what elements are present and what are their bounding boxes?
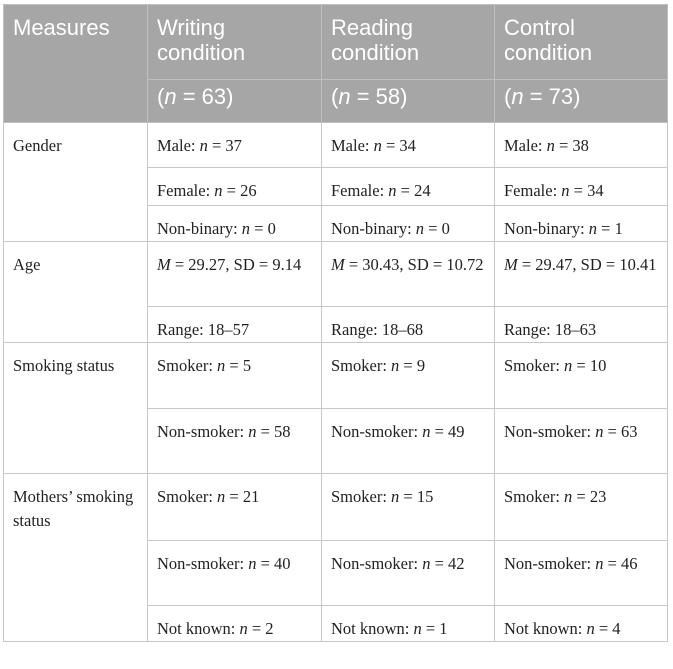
cell-text-value: = 0 (424, 219, 450, 238)
cell-text-value: = 29.47, SD = 10.41 (517, 255, 657, 274)
cell-variable: n (248, 554, 257, 573)
cell-text-value: = 49 (430, 422, 465, 441)
row-label: Age (4, 242, 148, 343)
header-reading-condition: Reading condition (322, 5, 495, 80)
row-label: Mothers’ smoking status (4, 474, 148, 642)
cell-text-value: = 1 (597, 219, 623, 238)
count-open: ( (157, 84, 165, 109)
cell-writing (148, 409, 322, 474)
cell-variable: n (595, 422, 604, 441)
count-open: ( (504, 84, 512, 109)
cell-writing (148, 123, 322, 168)
cell-text-value: = 40 (256, 554, 291, 573)
header-writing-condition: Writing condition (148, 5, 322, 80)
cell-reading (322, 409, 495, 474)
cell-control (495, 307, 668, 343)
count-value: = 58) (350, 84, 408, 109)
cell-text-prefix: Not known: (157, 619, 240, 638)
cell-text-prefix: Non-binary: (331, 219, 416, 238)
cell-variable: n (564, 487, 573, 506)
header-control-count (495, 80, 668, 123)
cell-control (495, 242, 668, 307)
cell-text-value: = 34 (381, 136, 416, 155)
cell-variable: M (157, 255, 171, 274)
cell-variable: n (199, 136, 208, 155)
cell-variable: n (586, 619, 595, 638)
table-row (4, 343, 668, 409)
cell-writing (148, 206, 322, 242)
cell-text-value: = 2 (247, 619, 274, 638)
cell-control (495, 168, 668, 206)
cell-text-prefix: Male: (157, 136, 200, 155)
cell-writing (148, 168, 322, 206)
cell-variable: n (391, 356, 400, 375)
cell-writing (148, 541, 322, 606)
cell-text-prefix: Smoker: (157, 356, 218, 375)
table-row (4, 123, 668, 168)
count-value: = 63) (176, 84, 234, 109)
cell-reading (322, 123, 495, 168)
cell-text-prefix: Non-binary: (157, 219, 242, 238)
cell-text-value: = 10 (572, 356, 607, 375)
cell-text-prefix: Non-smoker: (331, 554, 423, 573)
cell-text-prefix: Not known: (504, 619, 587, 638)
cell-variable: n (546, 136, 555, 155)
cell-text-prefix: Smoker: (157, 487, 218, 506)
cell-control (495, 541, 668, 606)
cell-reading (322, 307, 495, 343)
cell-text-value: = 23 (572, 487, 607, 506)
cell-text-prefix: Non-smoker: (331, 422, 423, 441)
header-writing-count (148, 80, 322, 123)
cell-text-value: = 58 (256, 422, 291, 441)
demographics-table (3, 4, 668, 642)
cell-variable: n (241, 219, 251, 238)
cell-text-prefix: Smoker: (331, 356, 392, 375)
cell-text-prefix: Smoker: (504, 356, 565, 375)
cell-variable: n (217, 356, 226, 375)
cell-variable: n (248, 422, 257, 441)
cell-variable: M (504, 255, 518, 274)
cell-text-prefix: Female: (504, 181, 562, 200)
cell-reading (322, 474, 495, 541)
cell-variable: n (595, 554, 604, 573)
cell-variable: n (422, 422, 431, 441)
cell-text-value: = 26 (222, 181, 257, 200)
cell-reading (322, 343, 495, 409)
cell-variable: n (214, 181, 223, 200)
cell-variable: n (388, 181, 397, 200)
cell-variable: n (239, 619, 248, 638)
cell-writing (148, 606, 322, 642)
cell-variable: n (588, 219, 598, 238)
cell-text-prefix: Female: (331, 181, 389, 200)
cell-text-prefix: Non-smoker: (504, 422, 596, 441)
count-open: ( (331, 84, 339, 109)
cell-variable: n (373, 136, 382, 155)
cell-text-value: = 34 (569, 181, 604, 200)
count-var: n (511, 84, 524, 109)
cell-text-value: = 5 (225, 356, 252, 375)
cell-text-prefix: Male: (331, 136, 374, 155)
cell-text-prefix: Non-binary: (504, 219, 589, 238)
cell-reading (322, 206, 495, 242)
cell-variable: M (331, 255, 345, 274)
cell-text-value: = 37 (207, 136, 242, 155)
cell-text-prefix: Range: 18–57 (157, 320, 250, 339)
cell-text-value: = 29.27, SD = 9.14 (170, 255, 302, 274)
cell-control (495, 206, 668, 242)
cell-text-prefix: Non-smoker: (157, 422, 249, 441)
cell-text-value: = 9 (399, 356, 426, 375)
cell-text-value: = 0 (250, 219, 276, 238)
cell-text-prefix: Non-smoker: (157, 554, 249, 573)
row-label: Smoking status (4, 343, 148, 474)
cell-reading (322, 541, 495, 606)
cell-control (495, 123, 668, 168)
cell-reading (322, 168, 495, 206)
cell-text-value: = 46 (603, 554, 638, 573)
cell-text-prefix: Smoker: (331, 487, 392, 506)
table-body (4, 123, 668, 642)
header-row (4, 5, 668, 80)
cell-text-value: = 21 (225, 487, 260, 506)
cell-control (495, 474, 668, 541)
cell-text-value: = 24 (396, 181, 431, 200)
header-reading-count (322, 80, 495, 123)
cell-text-value: = 42 (430, 554, 465, 573)
cell-variable: n (422, 554, 431, 573)
cell-variable: n (561, 181, 570, 200)
cell-variable: n (564, 356, 573, 375)
cell-control (495, 409, 668, 474)
cell-reading (322, 242, 495, 307)
count-value: = 73) (523, 84, 581, 109)
cell-text-value: = 4 (594, 619, 621, 638)
table-row (4, 474, 668, 541)
cell-variable: n (413, 619, 422, 638)
cell-variable: n (415, 219, 425, 238)
header-control-condition: Control condition (495, 5, 668, 80)
cell-reading (322, 606, 495, 642)
cell-text-prefix: Female: (157, 181, 215, 200)
count-var: n (338, 84, 351, 109)
header-measures: Measures (4, 5, 148, 123)
cell-text-value: = 63 (603, 422, 638, 441)
cell-writing (148, 343, 322, 409)
cell-writing (148, 242, 322, 307)
cell-text-value: = 38 (554, 136, 589, 155)
cell-text-value: = 15 (399, 487, 434, 506)
count-var: n (164, 84, 177, 109)
cell-variable: n (391, 487, 400, 506)
cell-text-prefix: Smoker: (504, 487, 565, 506)
cell-variable: n (217, 487, 226, 506)
table-header (4, 5, 668, 123)
cell-text-prefix: Non-smoker: (504, 554, 596, 573)
cell-text-prefix: Male: (504, 136, 547, 155)
cell-control (495, 606, 668, 642)
cell-writing (148, 307, 322, 343)
row-label: Gender (4, 123, 148, 242)
cell-control (495, 343, 668, 409)
cell-writing (148, 474, 322, 541)
cell-text-value: = 1 (421, 619, 448, 638)
table-row (4, 242, 668, 307)
cell-text-value: = 30.43, SD = 10.72 (344, 255, 484, 274)
cell-text-prefix: Not known: (331, 619, 414, 638)
cell-text-prefix: Range: 18–68 (331, 320, 424, 339)
cell-text-prefix: Range: 18–63 (504, 320, 597, 339)
